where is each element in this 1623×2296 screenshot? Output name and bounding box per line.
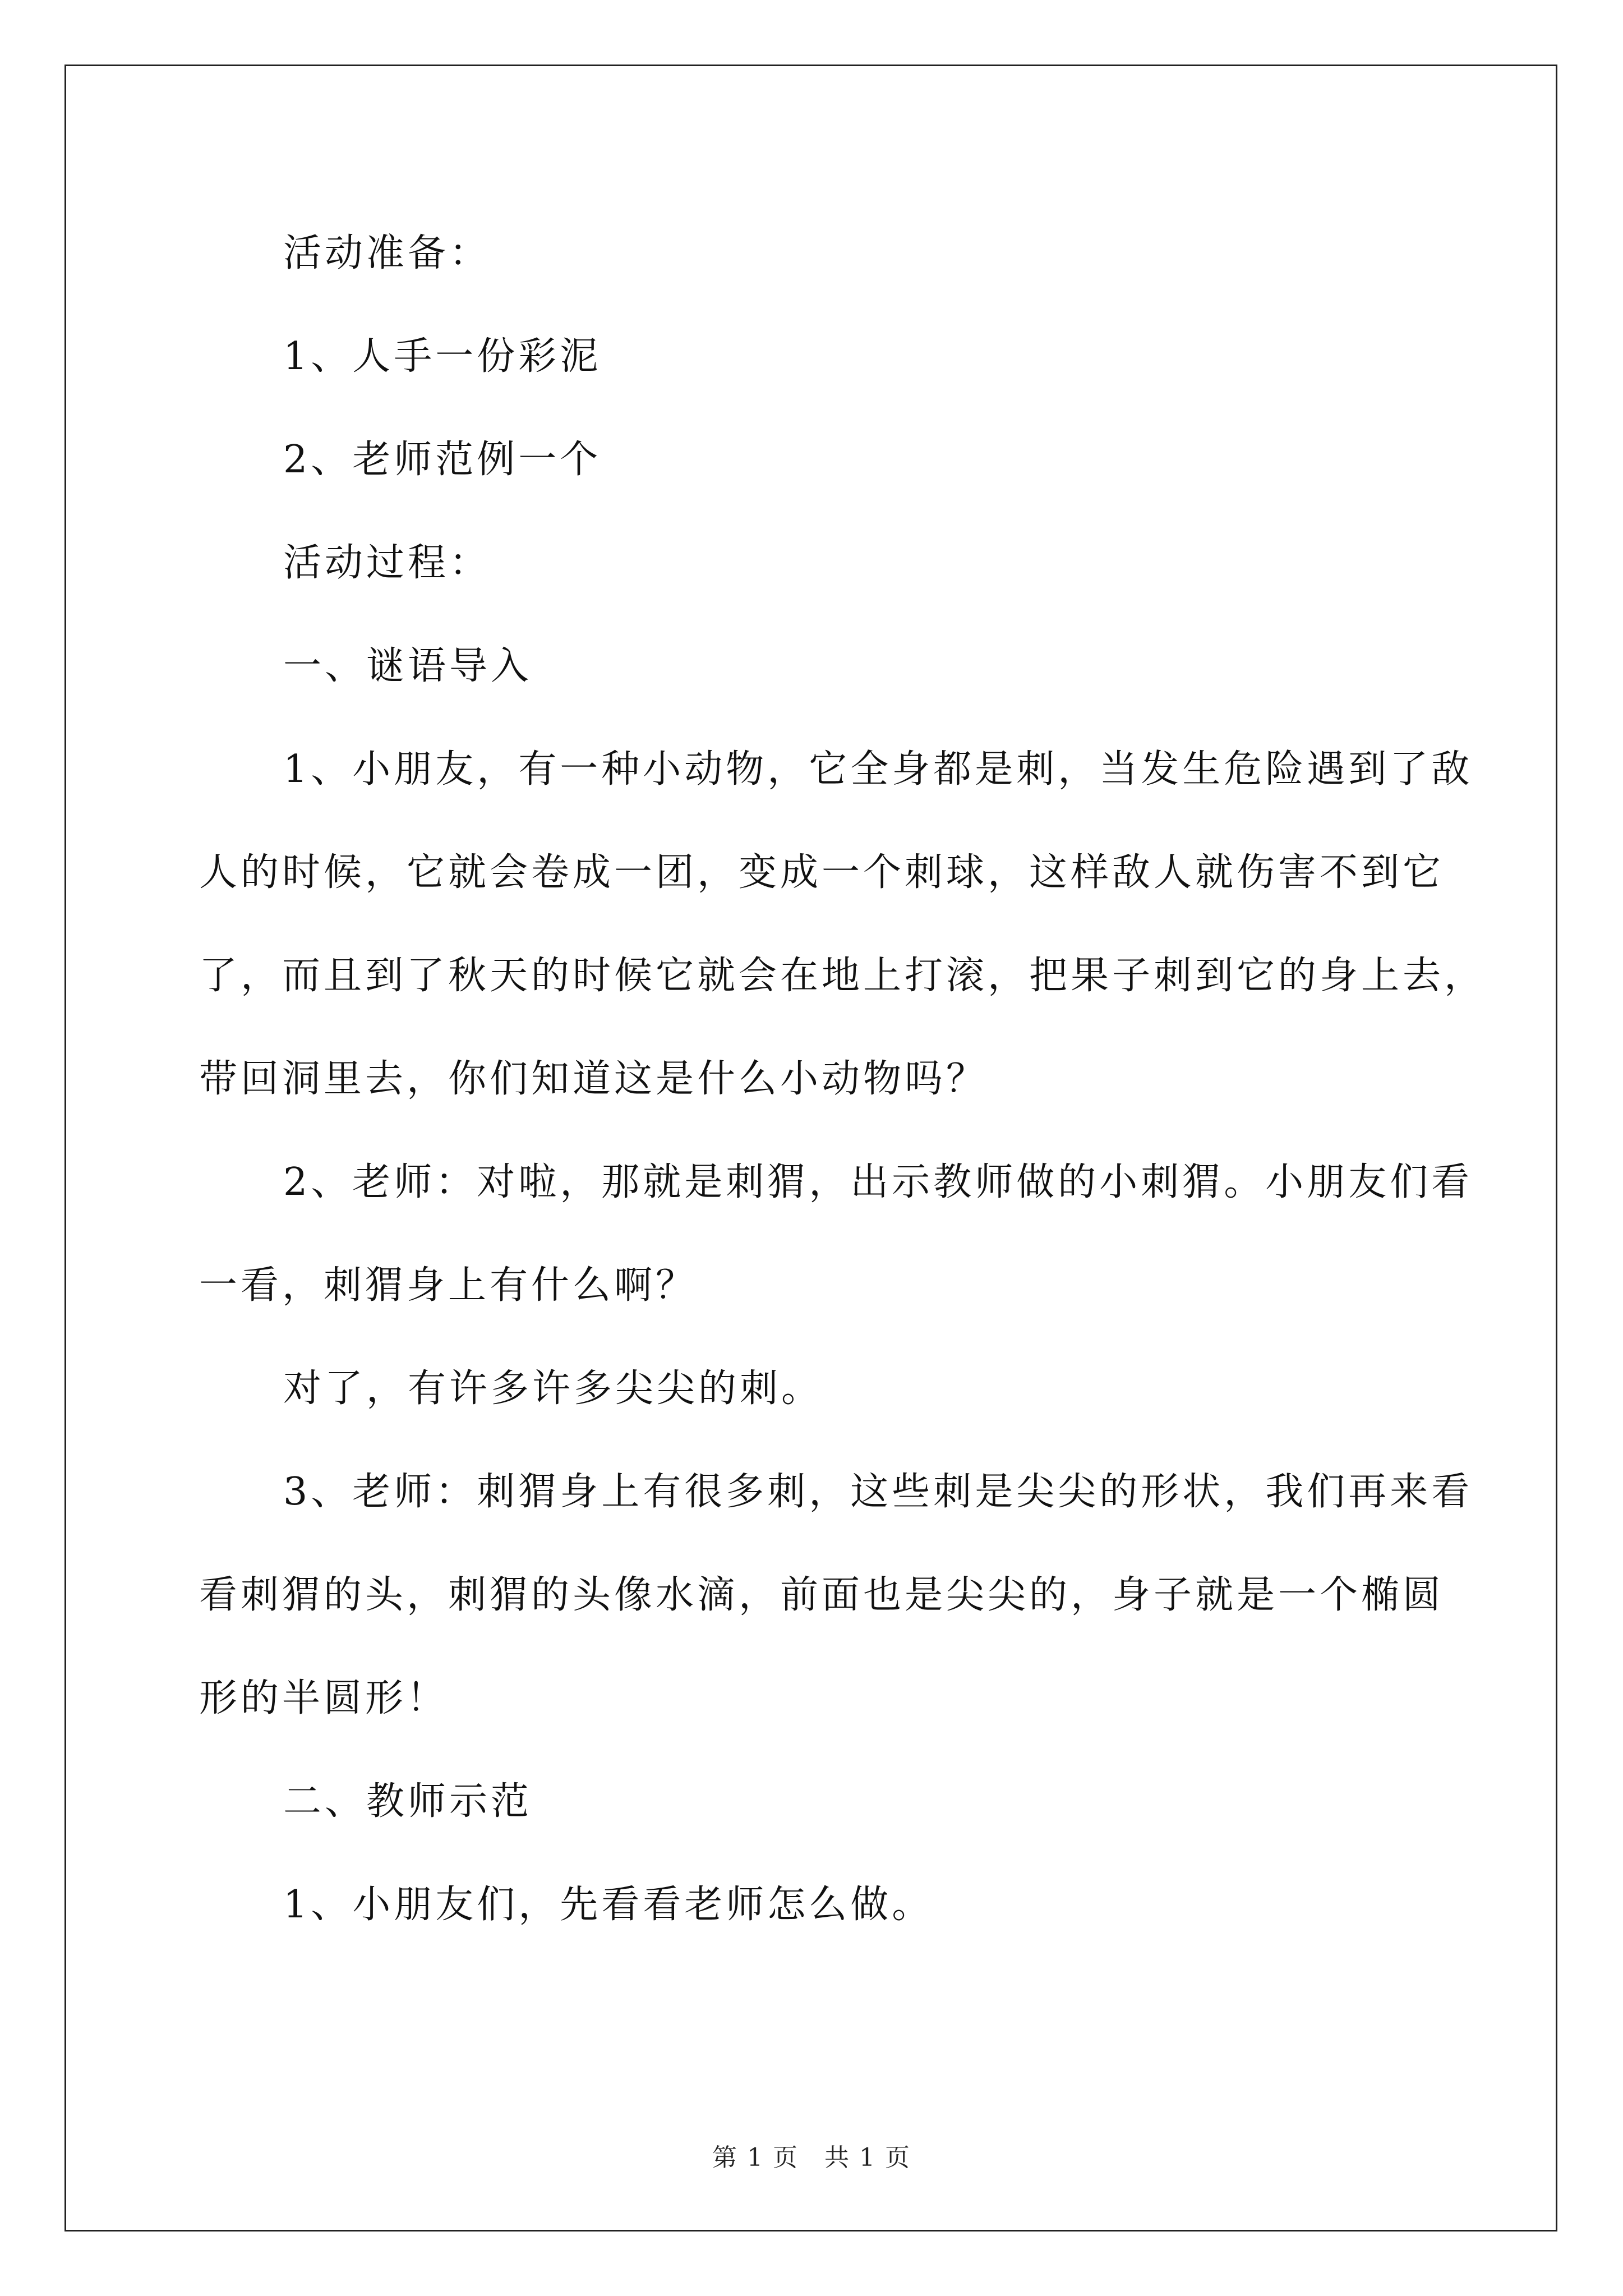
list-item: 2、老师范例一个 [283, 438, 602, 482]
section-heading: 二、教师示范 [283, 1779, 533, 1824]
heading-process: 活动过程： [283, 541, 491, 585]
section-heading: 一、谜语导入 [283, 644, 533, 688]
document-body [199, 202, 1486, 1957]
paragraph-line: 人的时候，它就会卷成一团，变成一个刺球，这样敌人就伤害不到它 [199, 850, 1445, 895]
paragraph-line: 一看，刺猬身上有什么啊？ [199, 1263, 698, 1308]
page-footer: 第 1 页 共 1 页 [712, 2143, 911, 2172]
paragraph-line: 看刺猬的头，刺猬的头像水滴，前面也是尖尖的，身子就是一个椭圆 [199, 1573, 1445, 1617]
paragraph-line: 对了，有许多许多尖尖的刺。 [283, 1366, 823, 1411]
paragraph-line: 3、老师：刺猬身上有很多刺，这些刺是尖尖的形状，我们再来看 [283, 1470, 1473, 1514]
list-item: 1、人手一份彩泥 [283, 334, 602, 379]
heading-preparation: 活动准备： [283, 231, 491, 275]
paragraph-line: 了，而且到了秋天的时候它就会在地上打滚，把果子刺到它的身上去， [199, 954, 1486, 998]
paragraph-line: 1、小朋友，有一种小动物，它全身都是刺，当发生危险遇到了敌 [283, 747, 1473, 792]
paragraph-line: 1、小朋友们，先看看老师怎么做。 [283, 1883, 934, 1927]
paragraph-line: 带回洞里去，你们知道这是什么小动物吗？ [199, 1057, 988, 1101]
paragraph-line: 形的半圆形！ [199, 1676, 449, 1720]
paragraph-line: 2、老师：对啦，那就是刺猬，出示教师做的小刺猬。小朋友们看 [283, 1160, 1473, 1204]
